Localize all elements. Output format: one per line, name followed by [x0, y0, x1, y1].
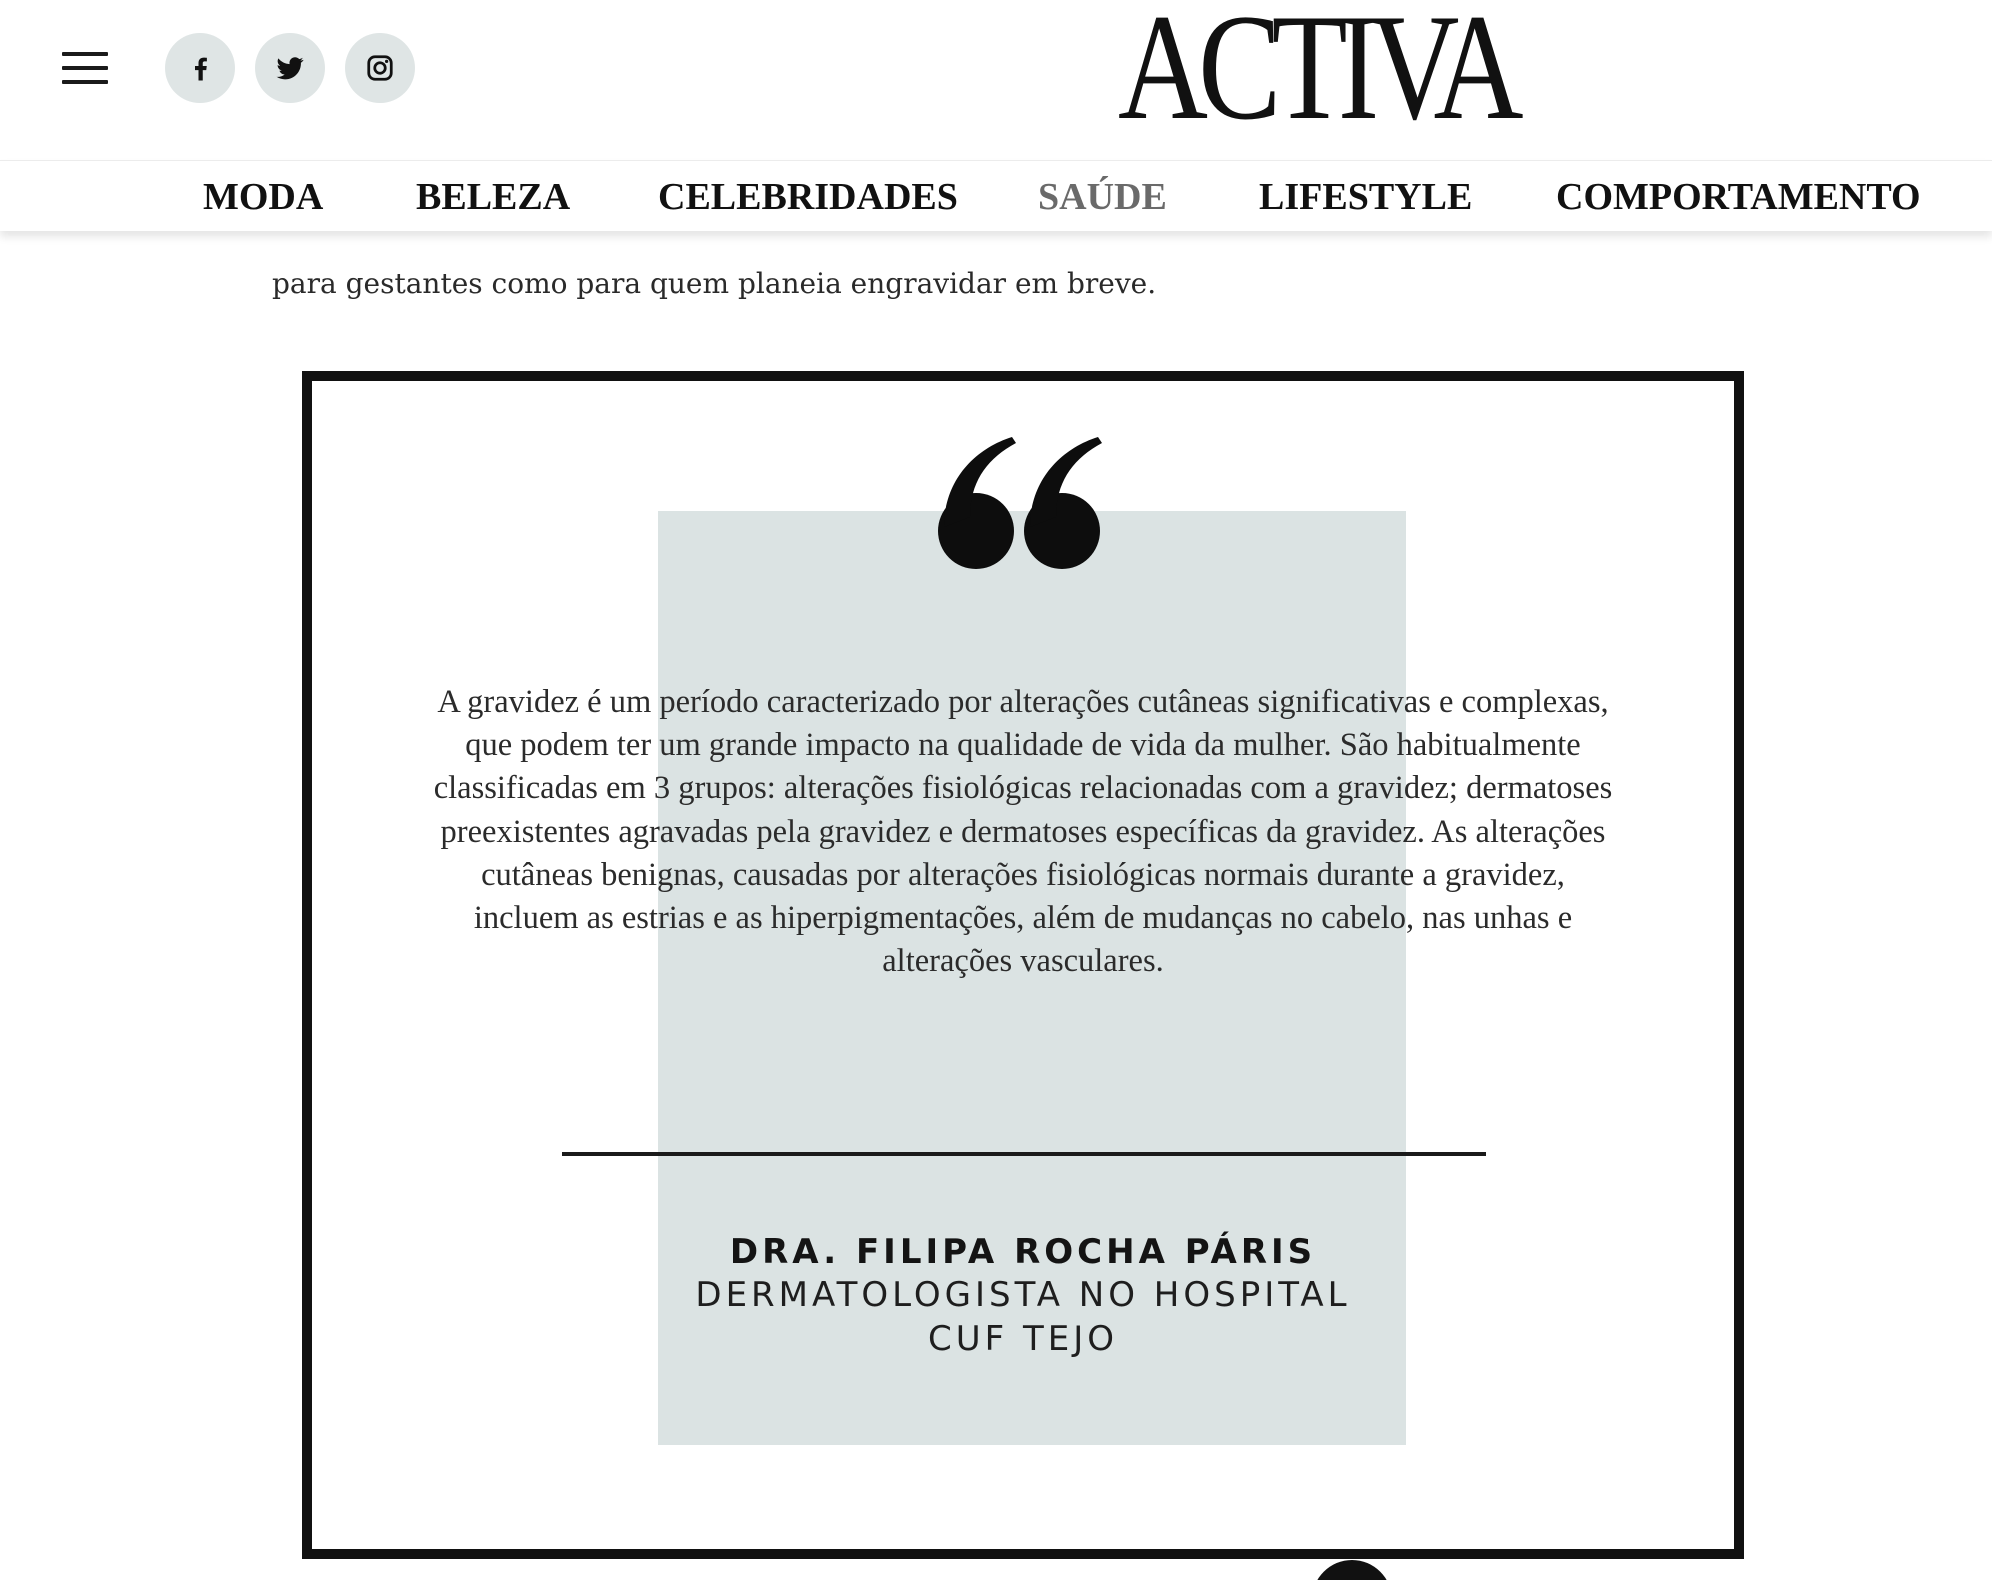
nav-item-moda[interactable]: MODA — [203, 176, 324, 218]
facebook-icon[interactable] — [165, 33, 235, 103]
instagram-icon[interactable] — [345, 33, 415, 103]
quote-divider — [562, 1152, 1486, 1156]
scroll-indicator — [1312, 1560, 1392, 1580]
nav-item-beleza[interactable]: BELEZA — [416, 176, 571, 218]
quote-card — [302, 371, 1744, 1559]
twitter-icon[interactable] — [255, 33, 325, 103]
quote-author-role — [312, 1273, 1734, 1361]
site-logo[interactable]: ACTIVA — [1118, 0, 1514, 151]
quote-author-role-line2: CUF TEJO — [927, 1319, 1119, 1359]
nav-item-saude[interactable]: SAÚDE — [1038, 176, 1167, 218]
article-paragraph: para gestantes como para quem planeia engravidar em breve. — [272, 267, 1157, 300]
quote-author-name: DRA. FILIPA ROCHA PÁRIS — [729, 1232, 1317, 1272]
quote-mark-icon — [934, 431, 1104, 571]
nav-item-comportamento[interactable]: COMPORTAMENTO — [1556, 176, 1921, 218]
nav-item-celebridades[interactable]: CELEBRIDADES — [658, 176, 958, 218]
hamburger-menu-icon[interactable] — [62, 50, 110, 86]
nav-item-lifestyle[interactable]: LIFESTYLE — [1259, 176, 1473, 218]
quote-text: A gravidez é um período caracterizado por alterações cutâneas significativas e complexas, que podem ter um grande impacto na qualidade de vida da mulher. São habitualmente classificadas em 3 grupos: alterações fisiológicas relacionadas com a gravidez; dermatoses preexistentes agravadas pela gravidez e dermatoses específicas da gravidez. As alterações cutâneas benignas, causadas por alterações fisiológicas normais durante a gravidez, incluem as estrias e as hiperpigmentações, além de mudanças no cabelo, nas unhas e alterações vasculares. — [433, 684, 1613, 980]
main-nav — [0, 160, 1992, 231]
site-header — [0, 0, 1992, 160]
quote-author-role-line1: DERMATOLOGISTA NO HOSPITAL — [695, 1275, 1351, 1315]
